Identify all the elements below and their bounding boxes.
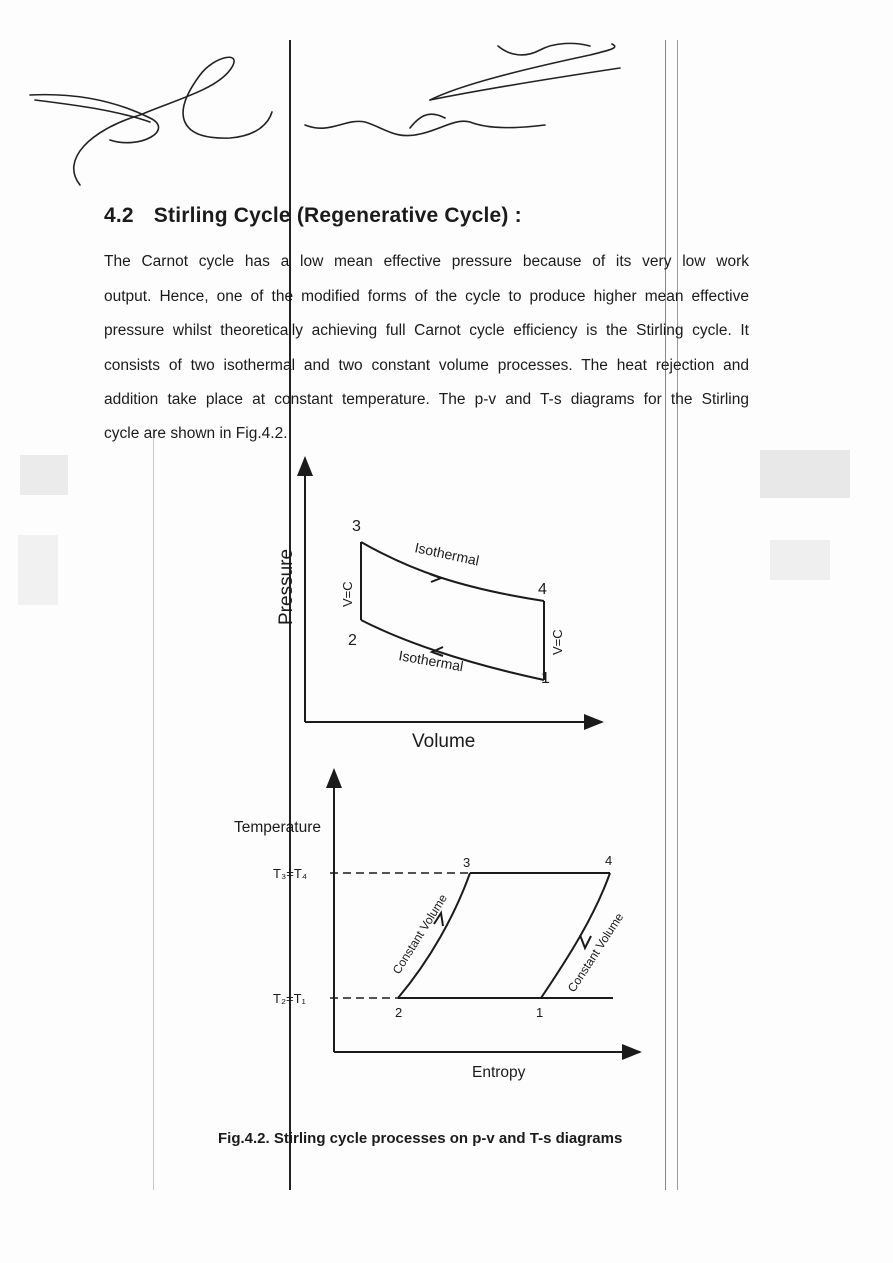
figure-caption: Fig.4.2. Stirling cycle processes on p-v and T-s diagrams: [218, 1130, 623, 1147]
pv-top-process-label: Isothermal: [413, 539, 481, 569]
pv-bottom-process-label: Isothermal: [397, 647, 465, 675]
ts-left-process-label: Constant Volume: [389, 891, 450, 977]
ts-direction-arrow: [580, 935, 591, 948]
section-number: 4.2: [104, 204, 134, 227]
ts-x-axis-label: Entropy: [472, 1064, 526, 1081]
ts-y-axis-label: Temperature: [234, 819, 322, 836]
pv-left-process-label: V=C: [340, 581, 355, 607]
pv-y-axis-label: Pressure: [276, 548, 297, 625]
pv-point-2: 2: [348, 632, 357, 649]
pv-point-1: 1: [541, 670, 550, 687]
ts-point-3: 3: [463, 855, 471, 870]
ts-lower-temp-label: T₂=T₁: [273, 991, 306, 1006]
ts-upper-temp-label: T₃=T₄: [273, 866, 308, 881]
section-title: Stirling Cycle (Regenerative Cycle) :: [153, 204, 522, 227]
ts-right-process-label: Constant Volume: [564, 910, 627, 995]
paragraph-line: addition take place at constant temperature. The p-v and T-s diagrams for the Stirling: [104, 391, 749, 408]
pv-point-3: 3: [352, 518, 361, 535]
ts-constant-volume-left: [398, 873, 470, 998]
pv-x-axis-label: Volume: [412, 731, 476, 752]
pv-point-4: 4: [538, 581, 547, 598]
ts-point-4: 4: [605, 853, 613, 868]
paragraph-line: The Carnot cycle has a low mean effective pressure because of its very low work: [104, 253, 749, 270]
pv-right-process-label: V=C: [550, 629, 565, 655]
ts-point-1: 1: [536, 1005, 544, 1020]
paragraph-line: output. Hence, one of the modified forms of the cycle to produce higher mean effective: [104, 288, 749, 305]
paragraph-line: consists of two isothermal and two constant volume processes. The heat rejection and: [104, 357, 749, 374]
paragraph-line: pressure whilst theoretically achieving full Carnot cycle efficiency is the Stirling cycle. It: [104, 322, 749, 339]
paragraph-line: cycle are shown in Fig.4.2.: [104, 425, 288, 442]
ts-point-2: 2: [395, 1005, 403, 1020]
